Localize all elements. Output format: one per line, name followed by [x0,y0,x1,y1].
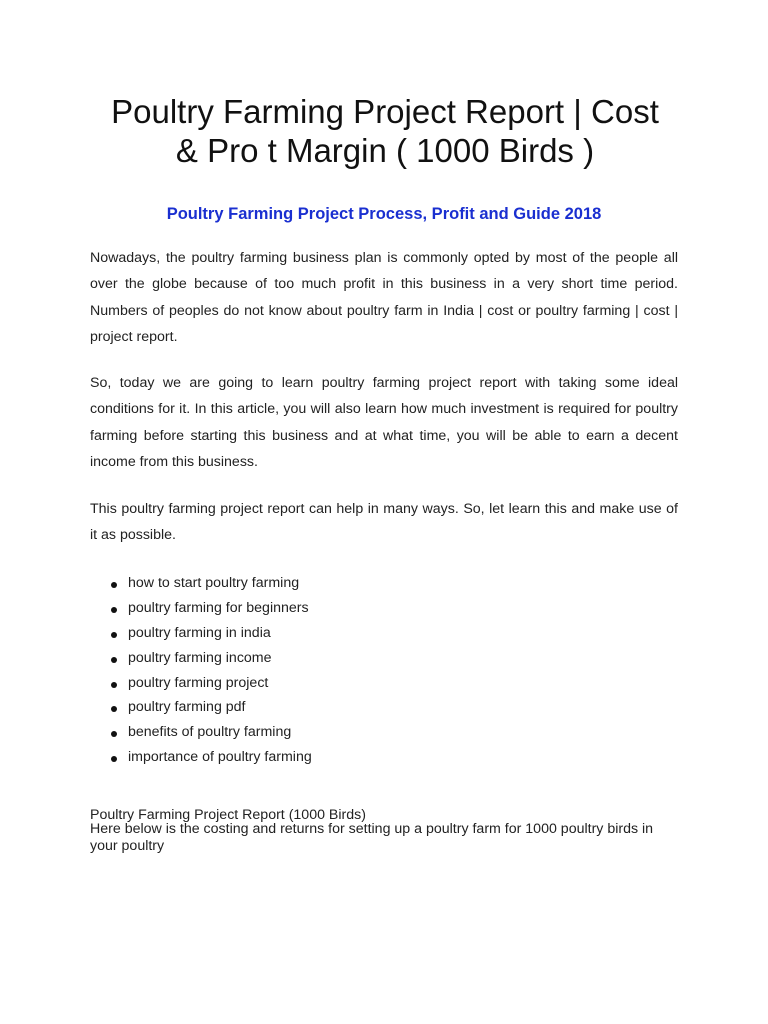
list-item-text: benefits of poultry farming [128,724,292,741]
list-item-text: poultry farming project [128,674,269,691]
bullet-icon [111,756,117,762]
bullet-icon [111,632,117,638]
title-line-1: Poultry Farming Project Report | Cost [111,93,659,130]
list-item [90,621,678,646]
intro-paragraph: Nowadays, the poultry farming business plan is commonly opted by most of the people all over the globe because of too much profit in this business in a very short time period. Numbers of peoples do not know about poultry farm in India | cost or poultry farming | cost | project report. [90,250,678,345]
list-item [90,671,678,696]
bullet-icon [111,582,117,588]
bullet-icon [111,706,117,712]
document-title [80,92,690,170]
list-item-text: poultry farming in india [128,624,271,641]
list-item-text: poultry farming pdf [128,699,246,716]
document-subtitle: Poultry Farming Project Process, Profit and Guide 2018 [166,205,602,223]
list-item-text: how to start poultry farming [128,575,300,591]
article-paragraph: So, today we are going to learn poultry farming project report with taking some ideal conditions for it. In this article, you will also learn how much investment is required for poultry farming before starting this business and at what time, you will be able to earn a decent income from this business. [90,375,678,470]
list-item [90,745,678,770]
list-item-text: importance of poultry farming [128,749,312,766]
usage-paragraph: This poultry farming project report can help in many ways. So, let learn this and make use of it as possible. [90,501,678,544]
list-item-text: poultry farming income [128,649,272,666]
bullet-icon [111,682,117,688]
list-item [90,720,678,745]
list-item [90,596,678,621]
list-item [90,646,678,671]
bullet-icon [111,607,117,613]
bullet-icon [111,657,117,663]
list-item-text: poultry farming for beginners [128,599,309,616]
title-line-2: & Pro t Margin ( 1000 Birds ) [175,132,595,169]
list-item [90,571,678,596]
bullet-icon [111,731,117,737]
topic-list [90,571,678,770]
costing-paragraph: Here below is the costing and returns for setting up a poultry farm for 1000 poultry birds in your poultry [90,821,654,854]
section-heading: Poultry Farming Project Report (1000 Birds) [90,807,366,823]
list-item [90,695,678,720]
